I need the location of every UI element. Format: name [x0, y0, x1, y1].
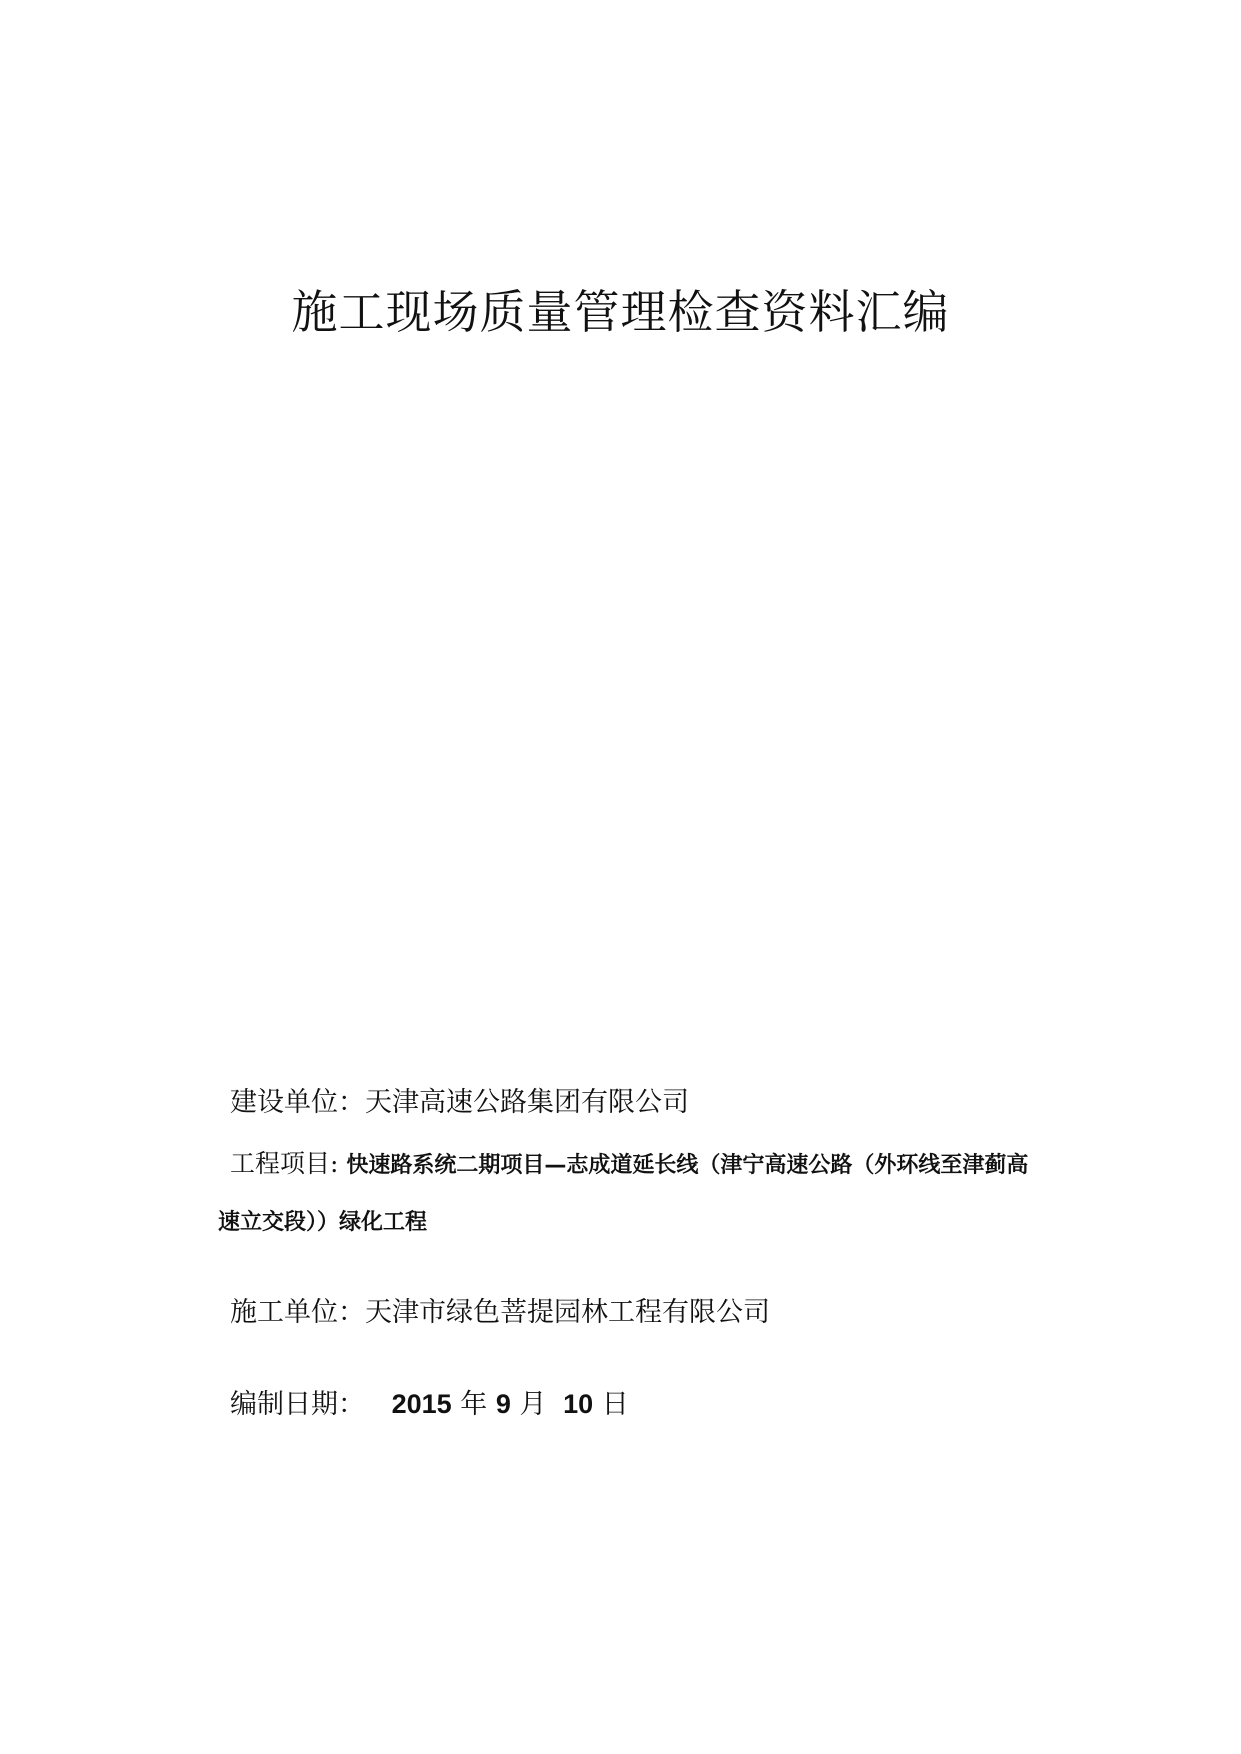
construction-unit-label: 建设单位：: [230, 1087, 365, 1118]
compile-date-label: 编制日期：: [230, 1389, 365, 1420]
compile-date-month: 9: [495, 1389, 511, 1419]
compile-date-year: 2015: [391, 1389, 452, 1419]
document-title: 施工现场质量管理检查资料汇编: [291, 285, 950, 339]
compile-date-year-unit: 年: [460, 1389, 488, 1420]
compile-date-day: 10: [563, 1389, 594, 1419]
project-value-line2: 速立交段））绿化工程: [218, 1210, 428, 1235]
construction-unit-value: 天津高速公路集团有限公司: [365, 1087, 689, 1118]
project-label: 工程项目:: [230, 1149, 339, 1178]
project-line: [230, 1144, 1150, 1186]
contractor-value: 天津市绿色菩提园林工程有限公司: [365, 1297, 770, 1328]
compile-date-line: [230, 1384, 1150, 1425]
contractor-line: [230, 1293, 1150, 1333]
compile-date-month-unit: 月: [519, 1389, 547, 1420]
construction-unit-line: [230, 1083, 1150, 1123]
contractor-label: 施工单位：: [230, 1297, 365, 1328]
compile-date-day-unit: 日: [601, 1389, 629, 1420]
project-value-line1: 快速路系统二期项目—志成道延长线（津宁高速公路（外环线至津蓟高: [346, 1153, 1029, 1178]
